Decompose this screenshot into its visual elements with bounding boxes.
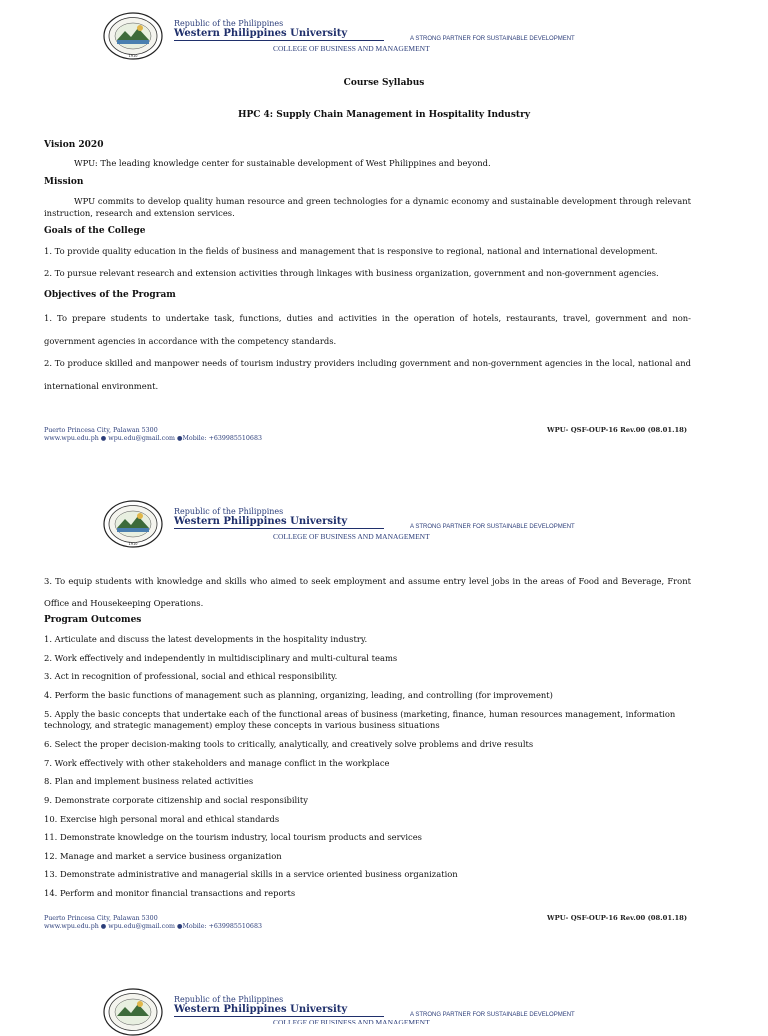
footer-address: Puerto Princesa City, Palawan 5300 (44, 427, 158, 434)
header-college: COLLEGE OF BUSINESS AND MANAGEMENT (273, 1018, 430, 1024)
outcome-item: 2. Work effectively and independently in multidisciplinary and multi-cultural teams (44, 653, 398, 663)
footer-form-code: WPU- QSF-OUP-16 Rev.00 (08.01.18) (547, 426, 688, 434)
vision-heading: Vision 2020 (44, 140, 104, 150)
university-seal-logo (103, 12, 163, 60)
outcome-item: 5. Apply the basic concepts that undertake each of the functional areas of business (marketing, finance, human resources management, information technology, and strategic management) employ these concepts in various business situations (44, 709, 676, 730)
university-seal-logo (103, 500, 163, 548)
mission-heading: Mission (44, 177, 84, 187)
outcome-item: 4. Perform the basic functions of management such as planning, organizing, leading, and controlling (for improvement) (44, 690, 553, 700)
outcome-item: 14. Perform and monitor financial transactions and reports (44, 888, 296, 898)
footer-form-code: WPU- QSF-OUP-16 Rev.00 (08.01.18) (547, 914, 688, 922)
outcome-item: 6. Select the proper decision-making tools to critically, analytically, and creatively solve problems and drive results (44, 739, 534, 749)
outcome-item: 10. Exercise high personal moral and ethical standards (44, 814, 280, 824)
header-republic: Republic of the Philippines (174, 19, 284, 28)
objective-item: 2. To produce skilled and manpower needs of tourism industry providers including government and non-government agencies in the local, national and international environment. (44, 358, 691, 391)
outcome-item: 12. Manage and market a service business organization (44, 851, 282, 861)
outcomes-heading: Program Outcomes (44, 615, 142, 625)
objective-item: 3. To equip students with knowledge and skills who aimed to seek employment and assume entry level jobs in the areas of Food and Beverage, Front Office and Housekeeping Operations. (44, 576, 691, 608)
goals-heading: Goals of the College (44, 226, 146, 236)
course-title: HPC 4: Supply Chain Management in Hospitality Industry (237, 110, 531, 120)
header-tagline: A STRONG PARTNER FOR SUSTAINABLE DEVELOPMENT (410, 36, 575, 42)
goal-item: 2. To pursue relevant research and extension activities through linkages with business organization, government and non-government agencies. (44, 268, 659, 278)
outcome-item: 1. Articulate and discuss the latest developments in the hospitality industry. (44, 634, 368, 644)
vision-text: WPU: The leading knowledge center for sustainable development of West Philippines and beyond. (74, 158, 491, 168)
header-tagline: A STRONG PARTNER FOR SUSTAINABLE DEVELOPMENT (410, 524, 575, 530)
header-republic: Republic of the Philippines (174, 995, 284, 1004)
header-university-name: Western Philippines University (174, 28, 348, 39)
outcome-item: 9. Demonstrate corporate citizenship and social responsibility (44, 795, 309, 805)
header-rule (174, 1016, 384, 1017)
objectives-heading: Objectives of the Program (44, 290, 176, 300)
outcome-item: 8. Plan and implement business related activities (44, 776, 254, 786)
footer-contact: www.wpu.edu.ph ● wpu.edu@gmail.com ●Mobile: +639985510683 (44, 923, 262, 930)
footer-contact: www.wpu.edu.ph ● wpu.edu@gmail.com ●Mobile: +639985510683 (44, 435, 262, 442)
svg-text:1910: 1910 (128, 54, 138, 58)
outcome-item: 11. Demonstrate knowledge on the tourism industry, local tourism products and services (44, 832, 422, 842)
outcome-item: 7. Work effectively with other stakeholders and manage conflict in the workplace (44, 758, 390, 768)
header-university-name: Western Philippines University (174, 1004, 348, 1015)
doc-title: Course Syllabus (343, 78, 425, 88)
header-rule (174, 528, 384, 529)
header-college: COLLEGE OF BUSINESS AND MANAGEMENT (273, 44, 430, 53)
svg-text:1910: 1910 (128, 542, 138, 546)
header-tagline: A STRONG PARTNER FOR SUSTAINABLE DEVELOPMENT (410, 1012, 575, 1018)
university-seal-logo (103, 988, 163, 1036)
outcome-item: 3. Act in recognition of professional, social and ethical responsibility. (44, 671, 338, 681)
header-rule (174, 40, 384, 41)
footer-address: Puerto Princesa City, Palawan 5300 (44, 915, 158, 922)
header-republic: Republic of the Philippines (174, 507, 284, 516)
goal-item: 1. To provide quality education in the fields of business and management that is responsive to regional, national and international development. (44, 246, 658, 256)
header-college: COLLEGE OF BUSINESS AND MANAGEMENT (273, 532, 430, 541)
objective-item: 1. To prepare students to undertake task, functions, duties and activities in the operation of hotels, restaurants, travel, government and non-government agencies in accordance with the competency standards. (44, 313, 691, 346)
mission-text: WPU commits to develop quality human resource and green technologies for a dynamic economy and sustainable development through relevant instruction, research and extension services. (44, 196, 691, 218)
outcome-item: 13. Demonstrate administrative and managerial skills in a service oriented business organization (44, 869, 458, 879)
header-university-name: Western Philippines University (174, 516, 348, 527)
